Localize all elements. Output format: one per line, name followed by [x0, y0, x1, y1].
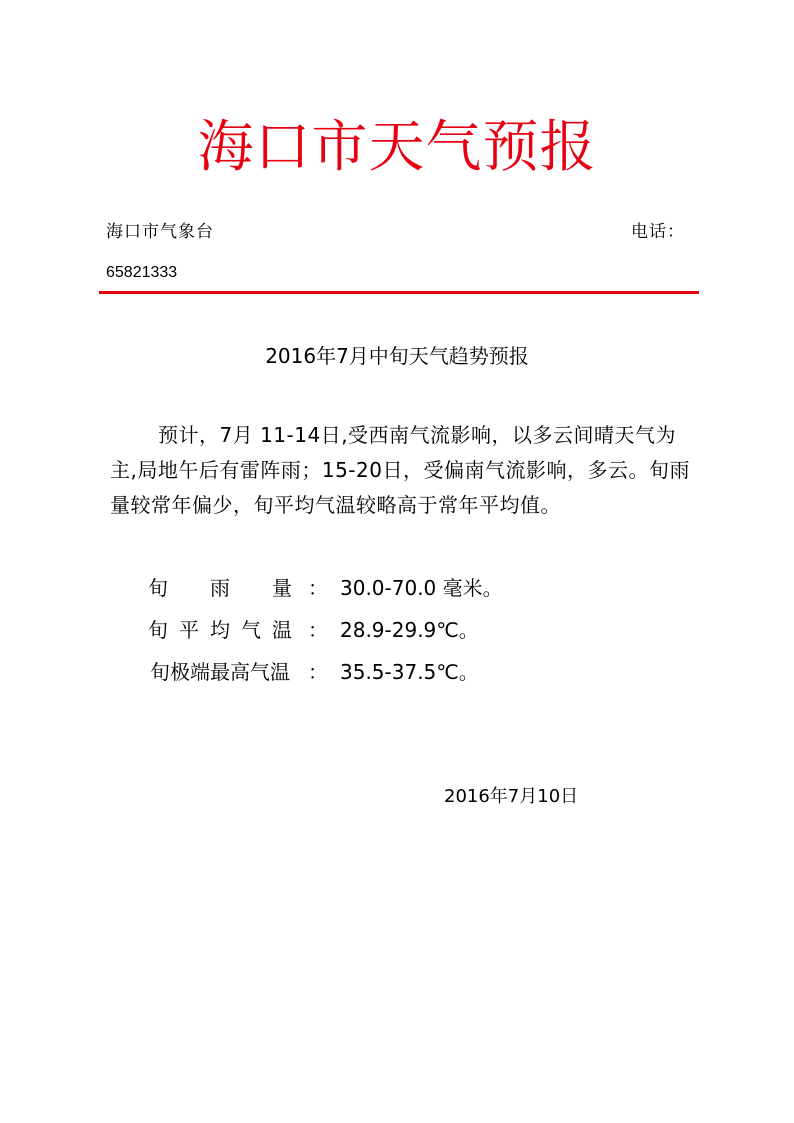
stat-label-char: 均	[210, 618, 230, 642]
stat-label-average-temperature	[148, 615, 292, 645]
stat-value-average-temperature: 28.9-29.9℃。	[340, 618, 479, 642]
stat-label-char: 量	[272, 576, 292, 600]
stat-label-max-temperature: 旬极端最高气温	[150, 660, 290, 684]
phone-label: 电话：	[631, 222, 685, 242]
stat-colon: ：	[308, 618, 328, 642]
stat-label-rainfall	[148, 573, 292, 603]
issue-date: 2016年7月10日	[444, 786, 579, 807]
phone-number: 65821333	[106, 264, 178, 281]
stat-colon: ：	[308, 660, 328, 684]
organization-name: 海口市气象台	[106, 222, 214, 242]
stat-label-char: 旬	[148, 618, 168, 642]
stat-value-rainfall: 30.0-70.0 毫米。	[340, 576, 503, 600]
forecast-paragraph: 预计，7月 11-14日,受西南气流影响，以多云间晴天气为主,局地午后有雷阵雨；15-20日，受偏南气流影响，多云。旬雨量较常年偏少，旬平均气温较略高于常年平均值。	[110, 423, 690, 517]
report-subtitle: 2016年7月中旬天气趋势预报	[265, 344, 529, 368]
stat-label-char: 温	[272, 618, 292, 642]
stat-label-char: 雨	[210, 576, 230, 600]
stat-value-max-temperature: 35.5-37.5℃。	[340, 660, 479, 684]
stat-row-average-temperature	[148, 615, 668, 645]
stat-label-char: 气	[241, 618, 261, 642]
stat-row-max-temperature	[148, 657, 668, 687]
stat-label-char: 平	[179, 618, 199, 642]
stat-row-rainfall	[148, 573, 668, 603]
page-title: 海口市天气预报	[197, 115, 597, 180]
header-divider	[99, 291, 699, 294]
stat-colon: ：	[308, 576, 328, 600]
stat-label-char: 旬	[148, 576, 168, 600]
